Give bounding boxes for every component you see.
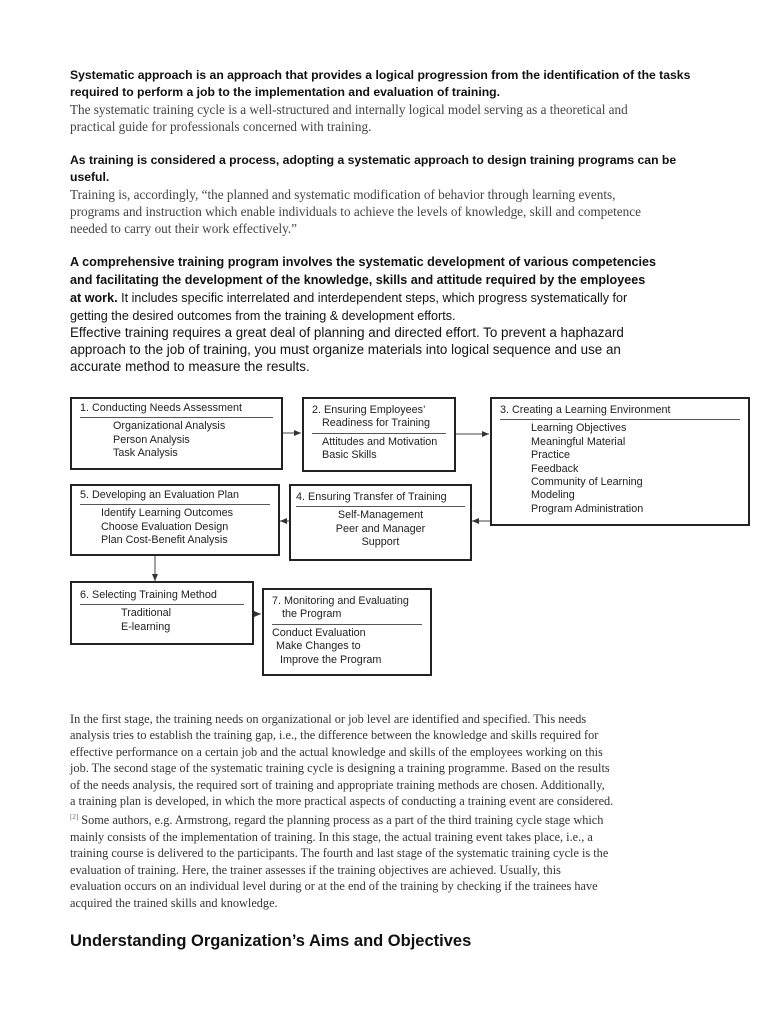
- box-item: Identify Learning Outcomes: [101, 507, 234, 520]
- text-line: getting the desired outcomes from the training & development efforts.: [70, 309, 456, 323]
- box-monitoring-evaluating: [262, 588, 432, 676]
- box-item: Peer and Manager: [335, 522, 426, 535]
- box-item: Choose Evaluation Design: [101, 520, 229, 533]
- text-line: practical guide for professionals concerned with training.: [70, 119, 372, 134]
- text-line: evaluation of training. Here, the trainer assesses if the training objectives are achieved. Usually, this: [70, 862, 561, 877]
- bold-line: As training is considered a process, adopting a systematic approach to design training programs can be: [70, 153, 677, 167]
- text-line: accurate method to measure the results.: [70, 359, 310, 374]
- text-line: effective performance on a certain job and the actual knowledge and skills of the employees working on this: [70, 744, 603, 759]
- text-line: a training plan is developed, in which the more practical aspects of conducting a training event are considered.: [70, 794, 614, 809]
- box-item: Program Administration: [531, 502, 644, 515]
- bold-line: Systematic approach is an approach that provides a logical progression from the identification of the tasks: [70, 68, 691, 82]
- text-line: needed to carry out their work effectively.”: [70, 221, 298, 236]
- box-title: 3. Creating a Learning Environment: [500, 404, 740, 420]
- box-item: Organizational Analysis: [113, 420, 226, 433]
- box-item: Person Analysis: [113, 433, 190, 446]
- text-line: training course is delivered to the participants. The fourth and last stage of the systematic training cycle is the: [70, 846, 609, 861]
- text-line: Training is, accordingly, “the planned and systematic modification of behavior through learning events,: [70, 187, 616, 202]
- bold-text: at work.: [70, 291, 118, 305]
- box-title: 7. Monitoring and Evaluating: [272, 595, 409, 607]
- text-line: acquired the trained skills and knowledge.: [70, 895, 278, 910]
- box-item: Conduct Evaluation: [272, 626, 366, 639]
- text-line: approach to the job of training, you must organize materials into logical sequence and use an: [70, 342, 621, 357]
- box-title: 1. Conducting Needs Assessment: [80, 402, 273, 418]
- box-learning-environment: [490, 397, 750, 526]
- box-transfer-of-training: [289, 484, 472, 561]
- text-line: of the needs analysis, the required sort of training and appropriate training methods are chosen. Additionally,: [70, 777, 605, 792]
- text: It includes specific interrelated and interdependent steps, which progress systematically for: [117, 291, 628, 305]
- box-item: Make Changes to: [276, 640, 361, 653]
- box-evaluation-plan: [70, 484, 280, 556]
- bold-line: useful.: [70, 170, 110, 184]
- box-item: Meaningful Material: [531, 435, 626, 448]
- box-item: Self-Management: [337, 509, 424, 522]
- box-item: Feedback: [531, 462, 579, 475]
- bold-line: and facilitating the development of the knowledge, skills and attitude required by the employees: [70, 273, 646, 287]
- text-line: In the first stage, the training needs on organizational or job level are identified and specified. This needs: [70, 712, 587, 726]
- box-training-method: [70, 581, 254, 645]
- box-item: Improve the Program: [280, 653, 382, 666]
- box-item: Learning Objectives: [531, 422, 627, 435]
- box-item: Plan Cost-Benefit Analysis: [101, 534, 228, 547]
- box-item: Traditional: [121, 607, 172, 620]
- text-line: job. The second stage of the systematic training cycle is designing a training programme. Based on the results: [70, 761, 610, 776]
- box-title: Readiness for Training: [322, 417, 431, 430]
- bold-line: A comprehensive training program involves the systematic development of various competencies: [70, 255, 657, 269]
- section-heading: Understanding Organization’s Aims and Objectives: [70, 932, 472, 950]
- box-item: Community of Learning: [531, 476, 643, 489]
- box-title: 4. Ensuring Transfer of Training: [296, 491, 465, 507]
- text-line: Effective training requires a great deal of planning and directed effort. To prevent a haphazard: [70, 325, 624, 340]
- footnote-link[interactable]: [2]: [70, 813, 79, 822]
- box-title: 5. Developing an Evaluation Plan: [80, 489, 270, 505]
- box-title: 6. Selecting Training Method: [80, 589, 244, 605]
- box-title: 2. Ensuring Employees’: [312, 404, 426, 416]
- text-line: The systematic training cycle is a well-structured and internally logical model serving as a theoretical and: [70, 102, 628, 117]
- text-line: analysis tries to establish the training gap, i.e., the difference between the knowledge and skills required for: [70, 728, 599, 743]
- box-title: the Program: [282, 608, 342, 621]
- text-line: mainly consists of the implementation of training. In this stage, the actual training event takes place, i.e., a: [70, 829, 593, 844]
- text-line: Some authors, e.g. Armstrong, regard the planning process as a part of the third training cycle stage which: [78, 813, 604, 828]
- text-line: programs and instruction which enable individuals to achieve the levels of knowledge, skill and competence: [70, 204, 641, 219]
- box-item: Modeling: [531, 489, 575, 502]
- paragraph-training-cycle-stages: [70, 711, 710, 911]
- box-employee-readiness: [302, 397, 456, 472]
- text-line: evaluation occurs on an individual level during or at the end of the training by checking if the trainees have: [70, 879, 598, 894]
- box-item: Attitudes and Motivation: [322, 435, 438, 448]
- box-item: E-learning: [121, 620, 171, 633]
- box-needs-assessment: [70, 397, 283, 470]
- box-item: Task Analysis: [113, 447, 178, 460]
- box-item: Practice: [531, 449, 571, 462]
- box-item: Support: [361, 536, 400, 549]
- box-item: Basic Skills: [322, 449, 377, 462]
- bold-line: required to perform a job to the implementation and evaluation of training.: [70, 85, 500, 99]
